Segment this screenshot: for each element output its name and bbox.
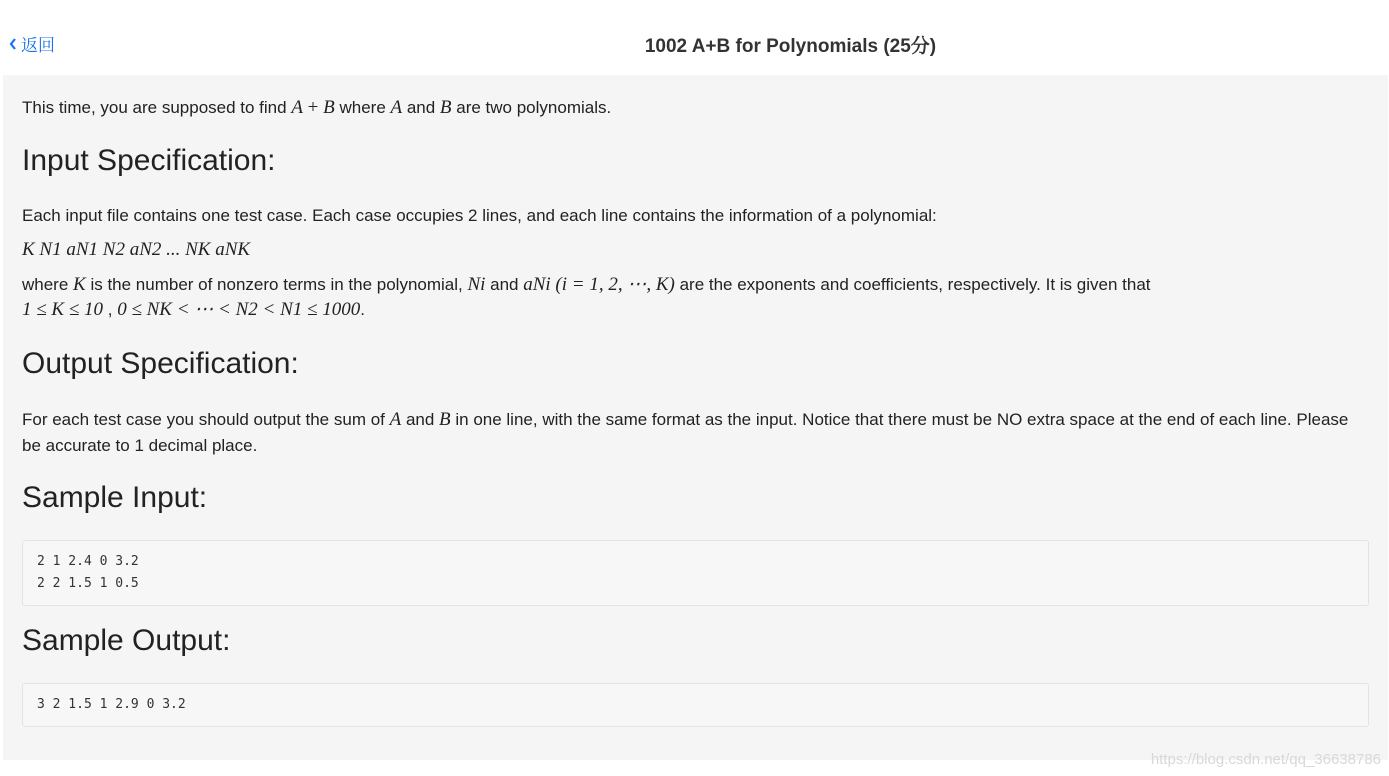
page-title: 1002 A+B for Polynomials (25分)	[644, 36, 937, 57]
sample-input-heading: Sample Input:	[22, 481, 208, 514]
input-format: K N1 aN1 N2 aN2 ... NK aNK	[22, 239, 251, 260]
back-label: 返回	[21, 36, 55, 55]
constraints: 1 ≤ K ≤ 10 , 0 ≤ NK < ⋯ < N2 < N1 ≤ 1000.	[22, 299, 365, 320]
sample-output-code: 3 2 1.5 1 2.9 0 3.2	[22, 683, 1369, 727]
input-spec-line1: Each input file contains one test case. Each case occupies 2 lines, and each line contains the information of a polynomial:	[22, 206, 937, 225]
problem-content	[3, 75, 1388, 760]
sample-output-heading: Sample Output:	[22, 624, 231, 657]
watermark: https://blog.csdn.net/qq_36638786	[1150, 751, 1381, 768]
intro-text: This time, you are supposed to find A + B where A and B are two polynomials.	[22, 97, 612, 118]
input-spec-line2: where K is the number of nonzero terms in the polynomial, Ni and aNi (i = 1, 2, ⋯, K) are the exponents and coefficients, respectively. It is given that	[22, 274, 1151, 295]
output-spec-text: For each test case you should output the sum of A and B in one line, with the same format as the input. Notice that there must be NO extra space at the end of each line. Please be accurate to 1 decimal place.	[22, 409, 1349, 455]
sample-input-code: 2 1 2.4 0 3.2 2 2 1.5 1 0.5	[22, 540, 1369, 606]
output-spec-heading: Output Specification:	[22, 347, 299, 380]
top-bar	[0, 0, 1389, 75]
input-spec-heading: Input Specification:	[22, 144, 276, 177]
